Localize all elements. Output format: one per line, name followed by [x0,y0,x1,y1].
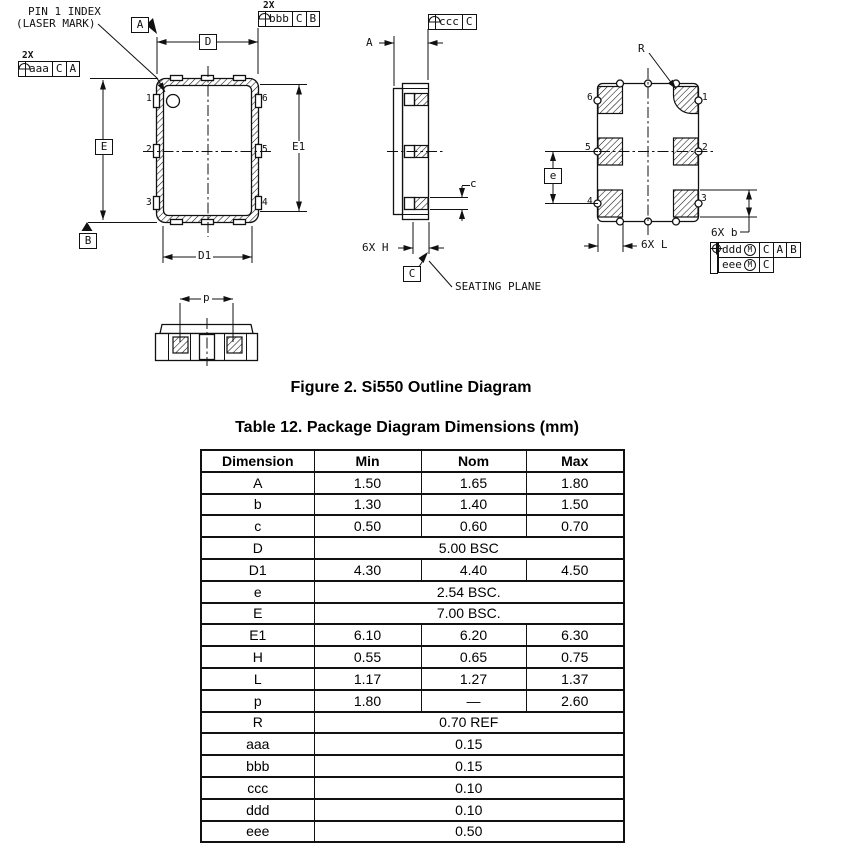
table-row [201,777,624,799]
dim-label-h: 6X H [362,241,389,254]
col-header-min: Min [314,450,421,472]
dimension-cell: E [201,603,314,625]
fcf-aaa [18,61,80,77]
table-row [201,515,624,537]
max-cell: 1.50 [526,494,624,516]
dimension-cell: bbb [201,755,314,777]
max-cell: 1.80 [526,472,624,494]
table-row [201,537,624,559]
datum-c-triangle [419,252,429,263]
table-row [201,494,624,516]
pin1-index-line2: (LASER MARK) [16,17,96,30]
fcf-bbb-qty: 2X [263,0,275,11]
datum-c-flag: C [403,266,421,282]
dim-label-e-small: e [544,168,562,184]
top-view-pin-5: 5 [262,144,268,155]
value-cell: 0.10 [314,777,624,799]
table-title: Table 12. Package Diagram Dimensions (mm) [235,419,579,436]
value-cell: 2.54 BSC. [314,581,624,603]
fcf-ccc [428,14,477,30]
dimension-cell: E1 [201,624,314,646]
mmc-modifier-icon: M [744,244,756,256]
fcf-ccc-ref1: C [463,14,477,30]
top-view-pin-3: 3 [146,197,152,208]
dimension-cell: D1 [201,559,314,581]
max-cell: 1.37 [526,668,624,690]
seating-plane-label: SEATING PLANE [455,280,542,293]
dim-label-d1: D1 [198,249,212,262]
col-header-max: Max [526,450,624,472]
end-view [156,299,258,366]
fcf-eee-tolerance: eee M [718,258,760,273]
value-cell: 5.00 BSC [314,537,624,559]
col-header-dimension: Dimension [201,450,314,472]
min-cell: 1.30 [314,494,421,516]
table-row [201,646,624,668]
table-row [201,472,624,494]
value-cell: 0.50 [314,821,624,843]
dim-label-e1: E1 [292,140,306,153]
dimension-cell: ddd [201,799,314,821]
fcf-ddd-tolerance: ddd M [718,242,760,258]
pin1-index-label [16,6,101,30]
bottom-view-pin-6: 6 [587,92,593,103]
mmc-modifier-icon: M [744,259,756,271]
bottom-view [545,53,757,252]
table-row [201,799,624,821]
top-view [143,66,273,237]
table-row [201,668,624,690]
dimension-cell: R [201,712,314,734]
table-row [201,821,624,843]
top-view-pin-6: 6 [262,93,268,104]
outline-diagram [0,0,844,410]
fcf-position [710,242,801,274]
bottom-view-pin-2: 2 [702,142,708,153]
nom-cell: 6.20 [421,624,526,646]
value-cell: 0.15 [314,755,624,777]
table-row [201,581,624,603]
dim-label-r: R [638,42,645,55]
table-row [201,733,624,755]
bottom-view-pin-5: 5 [585,142,591,153]
table-row [201,690,624,712]
dim-label-l: 6X L [641,238,668,251]
value-cell: 7.00 BSC. [314,603,624,625]
nom-cell: 0.65 [421,646,526,668]
nom-cell: 1.40 [421,494,526,516]
dimension-cell: b [201,494,314,516]
position-icon [710,242,718,274]
figure-caption: Figure 2. Si550 Outline Diagram [290,379,532,396]
min-cell: 6.10 [314,624,421,646]
fcf-ddd-ref1: C [760,242,774,258]
min-cell: 1.17 [314,668,421,690]
bottom-view-pin-1: 1 [702,92,708,103]
dimension-cell: p [201,690,314,712]
min-cell: 0.50 [314,515,421,537]
table-row [201,755,624,777]
fcf-ddd-ref2: A [774,242,788,258]
fcf-aaa-ref2: A [67,61,81,77]
nom-cell: 4.40 [421,559,526,581]
dim-label-e-big: E [95,139,113,155]
fcf-bbb-ref2: B [307,11,321,27]
nom-cell: 0.60 [421,515,526,537]
table-row [201,624,624,646]
fcf-bbb-tolerance: bbb [266,11,293,27]
datum-b-triangle [82,222,93,231]
profile-surface-icon [428,14,436,30]
max-cell: 6.30 [526,624,624,646]
fcf-eee-ref1: C [760,258,774,273]
fcf-aaa-tolerance: aaa [26,61,53,77]
dim-label-a: A [366,36,373,49]
fcf-ddd-ref3: B [787,242,801,258]
dim-label-b: 6X b [711,226,738,239]
side-view [379,29,470,287]
top-view-pin-2: 2 [146,144,152,155]
fcf-aaa-qty: 2X [22,50,34,61]
dimension-cell: D [201,537,314,559]
package-dimensions-table [200,449,625,843]
table-row [201,559,624,581]
min-cell: 0.55 [314,646,421,668]
pin-1-index-mark [167,95,180,108]
dimension-cell: aaa [201,733,314,755]
min-cell: 1.50 [314,472,421,494]
col-header-nom: Nom [421,450,526,472]
min-cell: 4.30 [314,559,421,581]
max-cell: 4.50 [526,559,624,581]
outline-diagram-drawing [0,0,844,410]
dimension-cell: eee [201,821,314,843]
dimension-cell: e [201,581,314,603]
fcf-aaa-ref1: C [53,61,67,77]
max-cell: 2.60 [526,690,624,712]
dimension-cell: L [201,668,314,690]
dim-label-c: c [470,177,477,190]
nom-cell: 1.65 [421,472,526,494]
nom-cell: 1.27 [421,668,526,690]
dim-label-d: D [199,34,217,50]
dimension-cell: H [201,646,314,668]
datum-b-flag: B [79,233,97,249]
dim-label-p: p [203,291,210,304]
min-cell: 1.80 [314,690,421,712]
table-row [201,603,624,625]
profile-surface-icon [18,61,26,77]
fcf-bbb-ref1: C [293,11,307,27]
fcf-ccc-tolerance: ccc [436,14,463,30]
profile-surface-icon [258,11,266,27]
value-cell: 0.15 [314,733,624,755]
dimension-cell: ccc [201,777,314,799]
value-cell: 0.10 [314,799,624,821]
top-view-pin-1: 1 [146,93,152,104]
table-row [201,712,624,734]
value-cell: 0.70 REF [314,712,624,734]
nom-cell: — [421,690,526,712]
max-cell: 0.75 [526,646,624,668]
datum-a-flag: A [131,17,149,33]
bottom-view-pin-4: 4 [587,196,593,207]
max-cell: 0.70 [526,515,624,537]
top-view-pin-4: 4 [262,197,268,208]
seating-plane-leader [429,261,452,287]
dimension-cell: A [201,472,314,494]
fcf-bbb [258,11,320,27]
pin1-index-line1: PIN 1 INDEX [28,5,101,18]
dimension-cell: c [201,515,314,537]
table-header-row [201,450,624,472]
bottom-view-pin-3: 3 [701,193,707,204]
